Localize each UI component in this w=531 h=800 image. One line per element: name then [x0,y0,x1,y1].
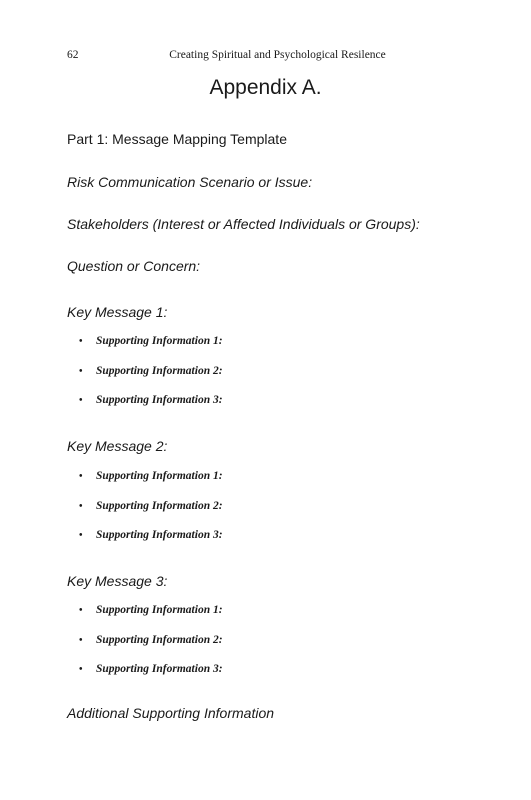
key-message-2-title: Key Message 2: [67,438,168,454]
support-label: Supporting Information 3: [96,394,223,406]
additional-info-heading: Additional Supporting Information [67,705,275,721]
support-label: Supporting Information 3: [96,663,223,675]
question-field: Question or Concern: [67,258,201,274]
bullet-icon: • [79,634,83,646]
key-message-3-support-1 [79,604,223,616]
support-label: Supporting Information 2: [96,365,223,377]
stakeholders-field: Stakeholders (Interest or Affected Individuals or Groups): [67,216,420,232]
bullet-icon: • [79,604,83,616]
key-message-1-support-3 [79,394,223,406]
key-message-2-support-1 [79,470,223,482]
bullet-icon: • [79,394,83,406]
key-message-3-title: Key Message 3: [67,573,168,589]
key-message-3-support-2 [79,634,223,646]
bullet-icon: • [79,365,83,377]
key-message-1-support-2 [79,365,223,377]
key-message-1-support-1 [79,335,223,347]
bullet-icon: • [79,335,83,347]
appendix-title: Appendix A. [209,76,322,99]
bullet-icon: • [79,529,83,541]
bullet-icon: • [79,500,83,512]
support-label: Supporting Information 2: [96,500,223,512]
scenario-field: Risk Communication Scenario or Issue: [67,174,313,190]
support-label: Supporting Information 1: [96,335,223,347]
page-number: 62 [67,49,79,61]
key-message-2-support-2 [79,500,223,512]
support-label: Supporting Information 1: [96,470,223,482]
support-label: Supporting Information 3: [96,529,223,541]
part-title: Part 1: Message Mapping Template [67,131,287,147]
key-message-2-support-3 [79,529,223,541]
support-label: Supporting Information 2: [96,634,223,646]
support-label: Supporting Information 1: [96,604,223,616]
bullet-icon: • [79,663,83,675]
running-header: Creating Spiritual and Psychological Resilence [169,49,386,61]
key-message-1-title: Key Message 1: [67,304,168,320]
bullet-icon: • [79,470,83,482]
key-message-3-support-3 [79,663,223,675]
